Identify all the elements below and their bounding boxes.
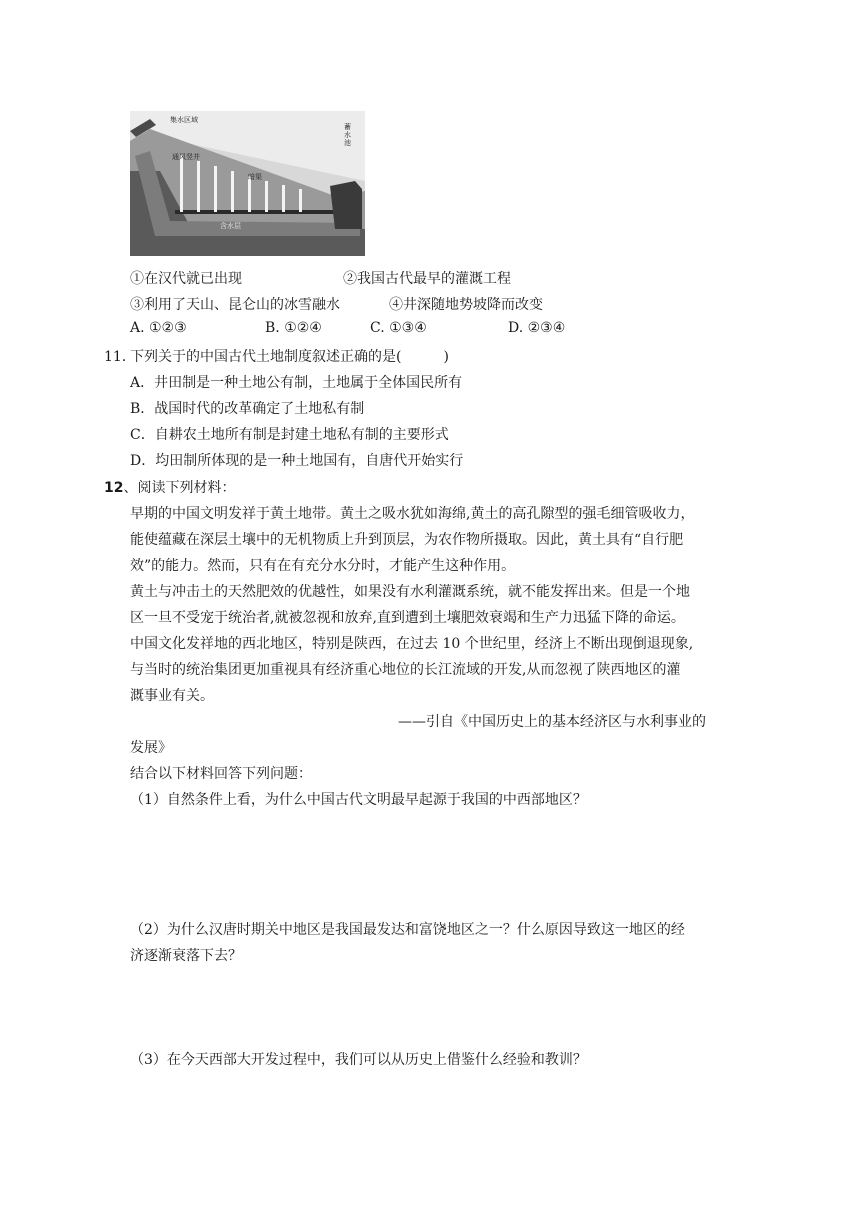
q12-number: 12 bbox=[104, 480, 124, 496]
q10-option-b[interactable]: B. ①②④ bbox=[265, 320, 322, 336]
q11-option-c[interactable]: C．自耕农土地所有制是封建土地私有制的主要形式 bbox=[130, 427, 449, 443]
q12-heading bbox=[104, 477, 235, 497]
karez-diagram bbox=[130, 111, 365, 256]
q12-p2-line3: 中国文化发祥地的西北地区，特别是陕西，在过去 10 个世纪里，经济上不断出现倒退现象, bbox=[130, 636, 694, 652]
shaft-label: 通风竖井 bbox=[172, 153, 200, 161]
q12-sub2-line1: （2）为什么汉唐时期关中地区是我国最发达和富饶地区之一？什么原因导致这一地区的经 bbox=[130, 922, 685, 938]
q10-statement-2: ②我国古代最早的灌溉工程 bbox=[343, 271, 511, 287]
q12-p1-line3: 效”的能力。然而，只有在有充分水分时，才能产生这种作用。 bbox=[130, 558, 516, 574]
q10-statement-1: ①在汉代就已出现 bbox=[130, 271, 242, 287]
catchment-label: 集水区域 bbox=[170, 116, 198, 124]
q11-option-b[interactable]: B．战国时代的改革确定了土地私有制 bbox=[130, 401, 365, 417]
q12-sub2-line2: 济逐渐衰落下去？ bbox=[130, 948, 242, 964]
q11-number: 11． bbox=[104, 349, 136, 365]
aquifer-label: 含水层 bbox=[220, 222, 241, 230]
q11-stem: 下列关于的中国古代土地制度叙述正确的是( ) bbox=[130, 349, 449, 365]
q10-option-c[interactable]: C. ①③④ bbox=[370, 320, 427, 336]
q10-statement-3: ③利用了天山、昆仑山的冰雪融水 bbox=[130, 297, 340, 313]
q12-p1-line2: 能使蕴藏在深层土壤中的无机物质上升到顶层，为农作物所摄取。因此，黄土具有“自行肥 bbox=[130, 532, 684, 548]
q12-p2-line4: 与当时的统治集团更加重视具有经济重心地位的长江流域的开发,从而忽视了陕西地区的灌 bbox=[130, 662, 681, 678]
q11-option-a[interactable]: A．井田制是一种土地公有制，土地属于全体国民所有 bbox=[130, 375, 463, 391]
q12-source-line2: 发展》 bbox=[130, 740, 172, 756]
q12-sub3: （3）在今天西部大开发过程中，我们可以从历史上借鉴什么经验和教训？ bbox=[130, 1052, 587, 1068]
q12-instruction: 结合以下材料回答下列问题： bbox=[130, 766, 312, 782]
q12-sub1: （1）自然条件上看，为什么中国古代文明最早起源于我国的中西部地区？ bbox=[130, 792, 587, 808]
svg-text:池: 池 bbox=[344, 139, 351, 147]
q12-p2-line2: 区一旦不受宠于统治者,就被忽视和放弃,直到遭到土壤肥效衰竭和生产力迅猛下降的命运。 bbox=[130, 610, 685, 626]
q12-stem: 、阅读下列材料： bbox=[123, 480, 236, 496]
dam-label: 暗渠 bbox=[248, 173, 262, 181]
q12-p1-line1: 早期的中国文明发祥于黄土地带。黄土之吸水犹如海绵,黄土的高孔隙型的强毛细管吸收力， bbox=[130, 506, 695, 522]
q10-option-d[interactable]: D. ②③④ bbox=[508, 320, 566, 336]
q12-p2-line1: 黄土与冲击土的天然肥效的优越性，如果没有水利灌溉系统，就不能发挥出来。但是一个地 bbox=[130, 584, 690, 600]
q11-option-d[interactable]: D．均田制所体现的是一种土地国有，自唐代开始实行 bbox=[130, 453, 464, 469]
svg-text:蓄: 蓄 bbox=[344, 123, 351, 131]
svg-text:水: 水 bbox=[344, 131, 351, 139]
q12-p2-line5: 溉事业有关。 bbox=[130, 688, 214, 704]
reservoir-label bbox=[344, 122, 351, 147]
q10-option-a[interactable]: A. ①②③ bbox=[130, 320, 187, 336]
q10-statement-4: ④井深随地势坡降而改变 bbox=[389, 297, 543, 313]
q12-source-line1: ——引自《中国历史上的基本经济区与水利事业的 bbox=[398, 714, 706, 730]
